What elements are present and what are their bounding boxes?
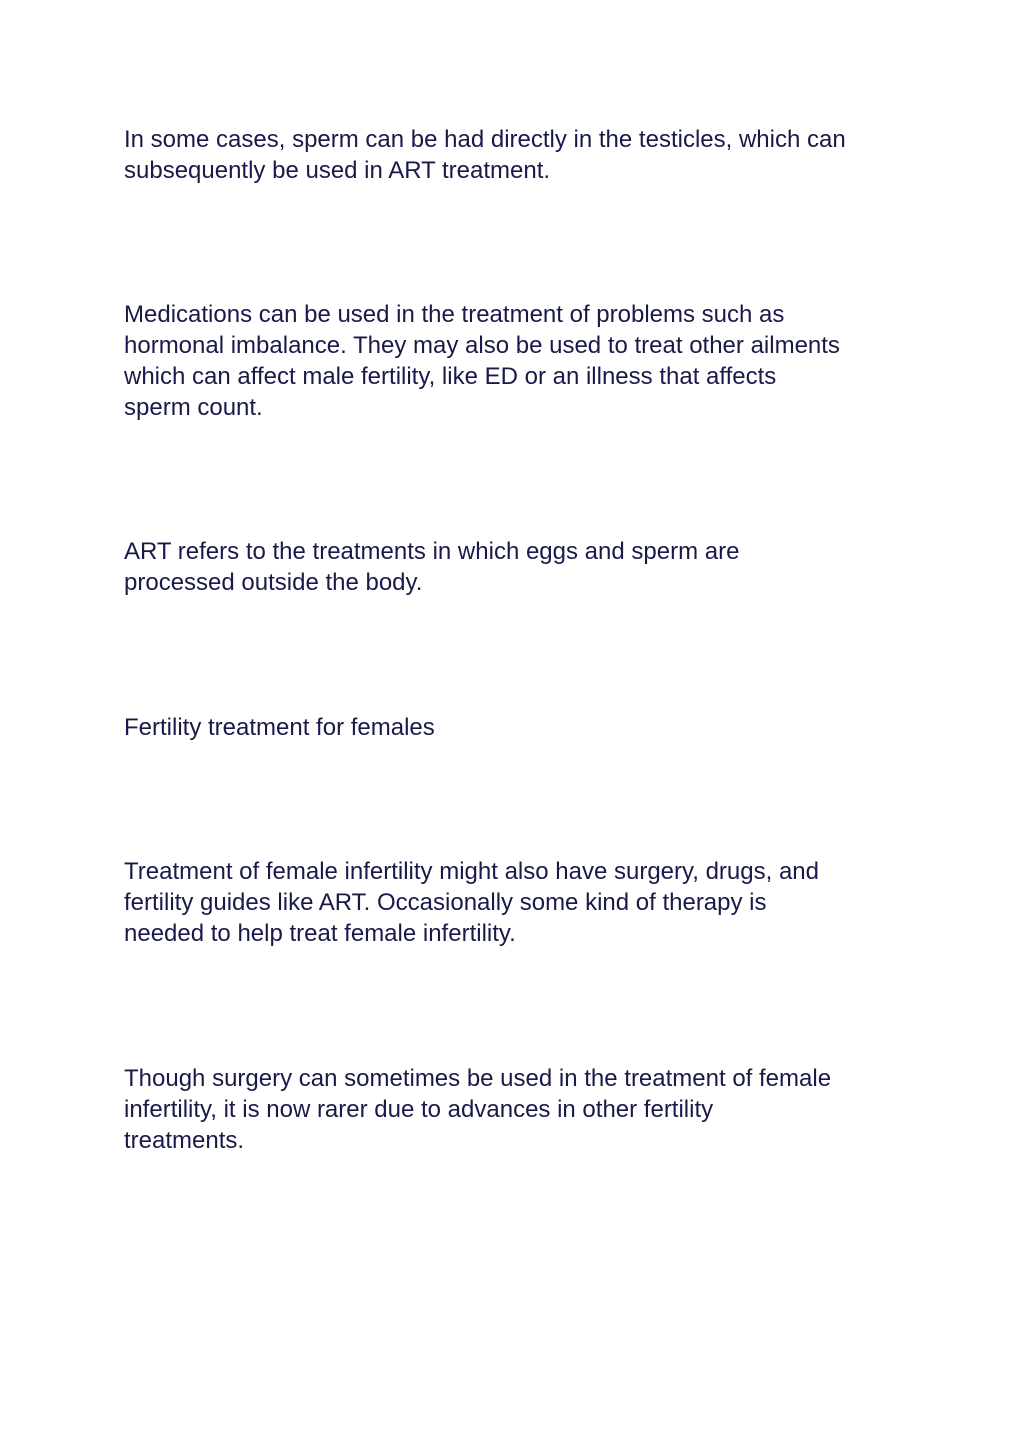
paragraph-medications: Medications can be used in the treatment of problems such as hormonal imbalance. They may also be used to treat other ailments which can affect male fertility, like ED or an illness that affects sperm count. bbox=[124, 301, 840, 421]
paragraph-art-definition: ART refers to the treatments in which eggs and sperm are processed outside the body. bbox=[124, 538, 740, 596]
paragraph-testicular-sperm: In some cases, sperm can be had directly in the testicles, which can subsequently be used in ART treatment. bbox=[124, 126, 846, 184]
paragraph-surgery: Though surgery can sometimes be used in the treatment of female infertility, it is now rarer due to advances in other fertility treatments. bbox=[124, 1065, 832, 1154]
paragraph-female-infertility-treatment: Treatment of female infertility might also have surgery, drugs, and fertility guides like ART. Occasionally some kind of therapy is needed to help treat female infertility. bbox=[124, 858, 819, 947]
section-heading-female-treatment: Fertility treatment for females bbox=[124, 714, 435, 741]
